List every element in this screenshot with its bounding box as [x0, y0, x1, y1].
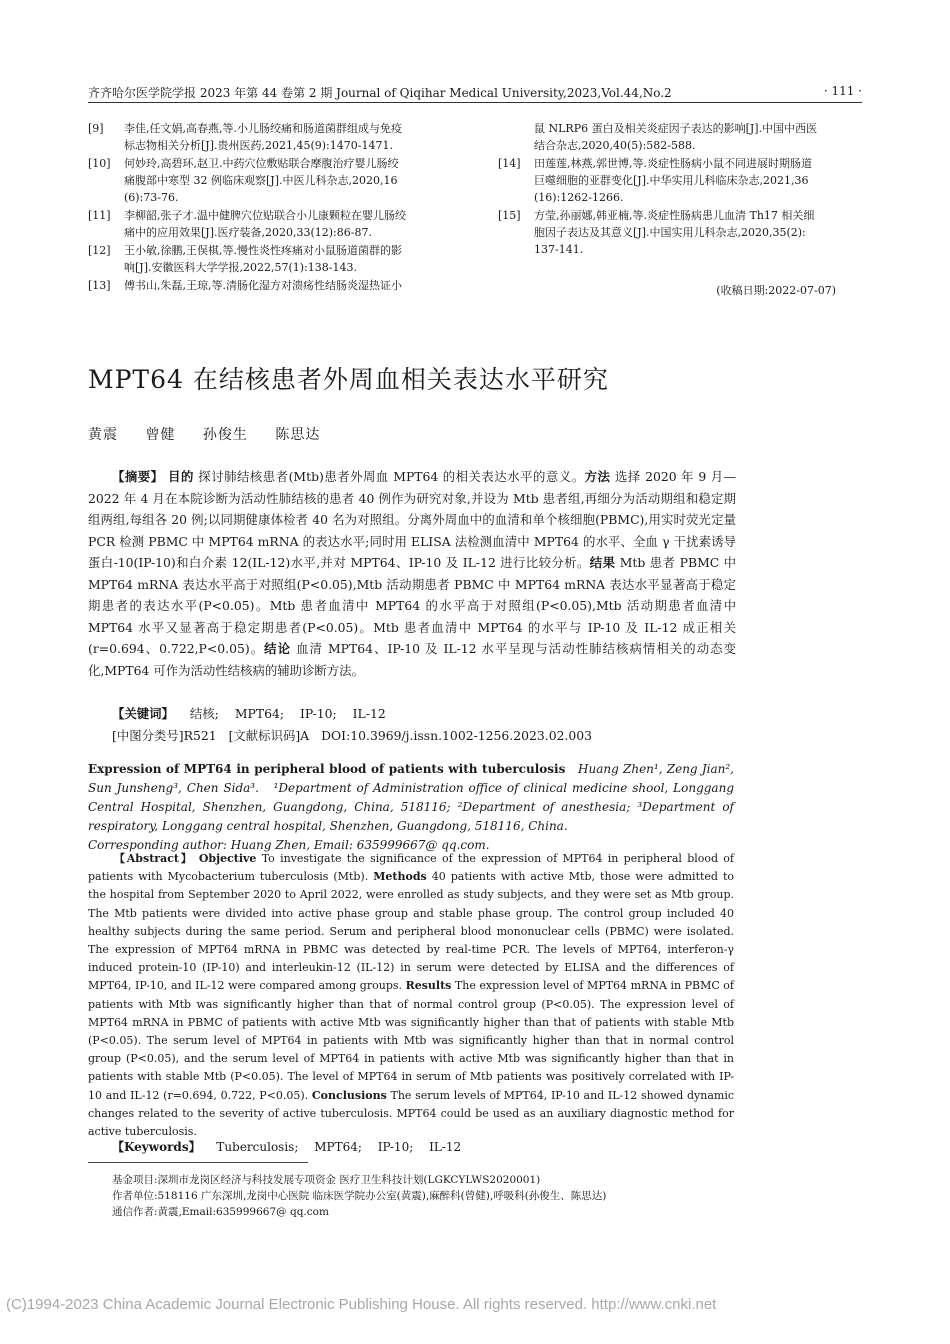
author: 曾健: [145, 427, 176, 443]
results-text: Mtb 患者 PBMC 中 MPT64 mRNA 表达水平高于对照组(P<0.05),Mtb 活动期患者 PBMC 中 MPT64 mRNA 表达水平显著高于稳定期患者的表达水平(P<0.05)。Mtb 患者血清中 MPT64 的水平高于对照组(P<0.05),Mtb 活动期患者血清中 MPT64 水平又显著高于稳定期患者(P<0.05)。Mtb 患者血清中 MPT64 的水平与 IP-10 及 IL-12 成正相关(r=0.694、0.722,P<0.05)。: [88, 555, 736, 656]
abstract-english: [88, 850, 734, 1141]
reference-item: 鼠 NLRP6 蛋白及相关炎症因子表达的影响[J].中国中西医 结合杂志,2020,40(5):582-588.: [534, 122, 818, 152]
author-list: [88, 424, 342, 444]
abstract-label: 【摘要】: [112, 469, 164, 484]
conclusions-en-label: Conclusions: [311, 1088, 387, 1102]
results-label: 结果: [589, 555, 616, 570]
abstract-chinese: [88, 466, 736, 681]
author-units-note: 作者单位:518116 广东深圳,龙岗中心医院 临床医学院办公室(黄震),麻醉科(曾健),呼吸科(孙俊生、陈思达): [112, 1190, 607, 1202]
english-header: [88, 760, 734, 855]
keyword: IL-12: [429, 1140, 462, 1154]
author: 孙俊生: [202, 427, 248, 443]
english-title: Expression of MPT64 in peripheral blood of patients with tuberculosis: [88, 762, 566, 776]
english-authors: Huang Zhen¹, Zeng Jian², Sun Junsheng³, Chen Sida³.: [88, 762, 734, 795]
doi: DOI:10.3969/j.issn.1002-1256.2023.02.003: [321, 728, 593, 743]
copyright-watermark: (C)1994-2023 China Academic Journal Electronic Publishing House. All rights reserved. http://www.cnki.net: [6, 1296, 717, 1313]
objective-text: 探讨肺结核患者(Mtb)患者外周血 MPT64 的相关表达水平的意义。: [198, 469, 585, 484]
keywords-english: [112, 1138, 473, 1155]
results-en-label: Results: [405, 979, 452, 993]
english-affiliation: ¹Department of Administration office of clinical medicine shool, Longgang Central Hospital, Shenzhen, Guangdong, China, 518116; ²Department of anesthesia; ³Department of respiratory, Longgang central hospital, Shenzhen, Guangdong, 518116, China.: [88, 781, 734, 833]
methods-en-text: 40 patients with active Mtb, those were admitted to the hospital from September 2020 to April 2022, were enrolled as study subjects, and they were set as Mtb group. The Mtb patients were divided into active phase group and stable phase group. The control group included 40 healthy subjects during the same period. Serum and peripheral blood mononuclear cells (PBMC) were isolated. The expression of MPT64 mRNA in PBMC was detected by real-time PCR. The levels of MPT64, interferon-γ induced protein-10 (IP-10) and interleukin-12 (IL-12) in serum were detected by ELISA and the differences of MPT64, IP-10, and IL-12 were compared among groups.: [88, 870, 735, 993]
english-corresponding: Corresponding author: Huang Zhen, Email: 635999667@ qq.com.: [88, 838, 490, 852]
keyword: MPT64;: [314, 1140, 362, 1154]
page-number: · 111 ·: [823, 84, 862, 98]
keyword: IP-10;: [377, 1140, 414, 1154]
methods-text: 选择 2020 年 9 月—2022 年 4 月在本院诊断为活动性肺结核的患者 40 例作为研究对象,并设为 Mtb 患者组,再细分为活动期组和稳定期组两组,每组各 20 例;以同期健康体检者 40 名为对照组。分离外周血中的血清和单个核细胞(PBMC),用实时荧光定量 PCR 检测 PBMC 中 MPT64 mRNA 的表达水平;同时用 ELISA 法检测血清中 MPT64 的水平、全血 γ 干扰素诱导蛋白-10(IP-10)和白介素 12(IL-12)水平,并对 MPT64、IP-10 及 IL-12 进行比较分析。: [88, 469, 737, 570]
objective-label: 目的: [168, 469, 194, 484]
clc-number: [中图分类号]R521: [112, 728, 217, 743]
journal-info: 齐齐哈尔医学院学报 2023 年第 44 卷第 2 期 Journal of Qiqihar Medical University,2023,Vol.44,No.2: [88, 86, 672, 100]
keywords-en-label: 【Keywords】: [112, 1140, 201, 1154]
methods-en-label: Methods: [373, 870, 427, 884]
corresponding-note: 通信作者:黄震,Email:635999667@ qq.com: [112, 1206, 329, 1218]
article-title: MPT64 在结核患者外周血相关表达水平研究: [88, 365, 609, 394]
keywords-chinese: [112, 704, 398, 722]
abstract-en-label: 【Abstract】: [114, 852, 194, 865]
keyword: Tuberculosis;: [216, 1140, 299, 1154]
reference-item: [9] 李佳,任文娟,高春燕,等.小儿肠绞痛和肠道菌群组成与免疫 标志物相关分析[J].贵州医药,2021,45(9):1470-1471.: [88, 122, 402, 152]
reference-item: [14] 田莲莲,林燕,郭世博,等.炎症性肠病小鼠不同进展时期肠道 巨噬细胞的亚群变化[J].中华实用儿科临床杂志,2021,36 (16):1262-1266.: [498, 157, 812, 204]
keyword: 结核;: [189, 706, 219, 721]
conclusion-label: 结论: [264, 641, 292, 656]
reference-item: [10] 何妙玲,高碧环,赵卫.中药穴位敷贴联合摩腹治疗婴儿肠绞 痛腹部中寒型 32 例临床观察[J].中医儿科杂志,2020,16 (6):73-76.: [88, 157, 399, 204]
document-code: [文献标识码]A: [228, 728, 310, 743]
keyword: IP-10;: [300, 706, 337, 721]
keyword: IL-12: [352, 706, 386, 721]
footnote-divider: [88, 1162, 308, 1163]
references-left-column: [88, 120, 460, 295]
methods-label: 方法: [584, 469, 611, 484]
reference-item: [15] 方莹,孙丽娜,韩亚楠,等.炎症性肠病患儿血清 Th17 相关细 胞因子表达及其意义[J].中国实用儿科杂志,2020,35(2): 137-141.: [498, 209, 815, 256]
running-header: [88, 84, 862, 103]
objective-en-text: To investigate the significance of the expression of MPT64 in peripheral blood of patients with Mycobacterium tuberculosis (Mtb).: [88, 852, 735, 884]
results-en-text: The expression level of MPT64 mRNA in PBMC of patients with Mtb was significantly higher than that of normal control group (P<0.05). The expression level of MPT64 mRNA in PBMC of patients with active Mtb was significantly higher than that of patients with stable Mtb (P<0.05). The serum level of MPT64 in patients with Mtb was significantly higher than that in normal control group (P<0.05), and the serum level of MPT64 in patients with active Mtb was significantly higher than that in patients with stable Mtb (P<0.05). The level of MPT64 in serum of Mtb patients was positively correlated with IP-10 and IL-12 (r=0.694, 0.722, P<0.05).: [88, 979, 735, 1102]
reference-item: [13] 傅书山,朱磊,王琼,等.清肠化湿方对溃疡性结肠炎湿热证小: [88, 279, 402, 292]
references-right-column: [498, 120, 868, 259]
author: 陈思达: [275, 427, 321, 443]
funding-note: 基金项目:深圳市龙岗区经济与科技发展专项资金 医疗卫生科技计划(LGKCYLWS2020001): [112, 1174, 541, 1186]
keywords-label: 【关键词】: [112, 706, 174, 721]
keyword: MPT64;: [234, 706, 285, 721]
footnotes: [112, 1172, 606, 1220]
reference-item: [12] 王小敏,徐鹏,王俣棋,等.慢性炎性疼痛对小鼠肠道菌群的影 响[J].安徽医科大学学报,2022,57(1):138-143.: [88, 244, 402, 274]
conclusions-en-text: The serum levels of MPT64, IP-10 and IL-12 showed dynamic changes related to the severity of active tuberculosis. MPT64 could be used as an auxiliary diagnostic method for active tuberculosis.: [88, 1088, 734, 1139]
classification-line: [112, 726, 600, 744]
reference-item: [11] 李柳韶,张子才.温中健脾穴位贴联合小儿康颗粒在婴儿肠绞 痛中的应用效果[J].医疗装备,2020,33(12):86-87.: [88, 209, 406, 239]
received-date: (收稿日期:2022-07-07): [716, 284, 836, 297]
objective-en-label: Objective: [198, 852, 257, 865]
author: 黄震: [88, 427, 118, 443]
conclusion-text: 血清 MPT64、IP-10 及 IL-12 水平呈现与活动性肺结核病情相关的动态变化,MPT64 可作为活动性结核病的辅助诊断方法。: [88, 641, 736, 678]
